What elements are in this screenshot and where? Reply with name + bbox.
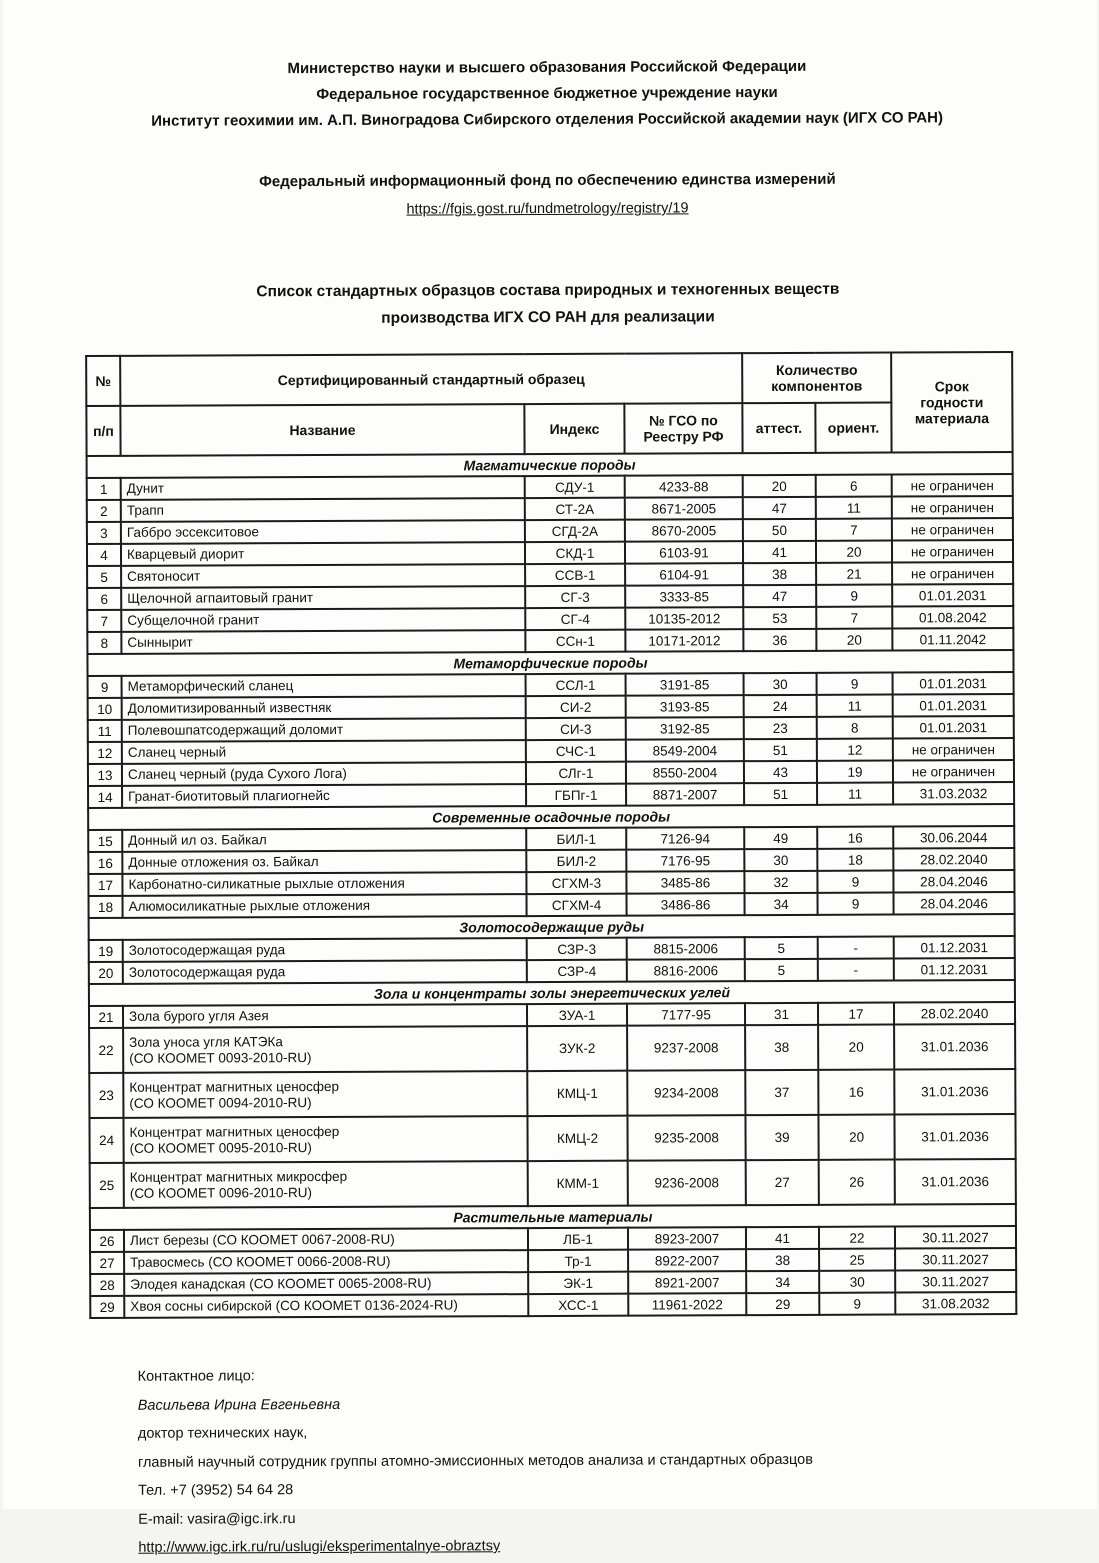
cell-expiry: не ограничен: [891, 474, 1012, 497]
cell-gso: 3193-85: [625, 695, 743, 718]
cell-attest: 34: [746, 1271, 819, 1293]
cell-index: БИЛ-2: [526, 850, 626, 872]
contact-phone: Тел. +7 (3952) 54 64 28: [137, 1482, 293, 1499]
cell-orient: 11: [817, 783, 893, 805]
standards-table: [85, 351, 1017, 1319]
cell-expiry: 28.02.2040: [893, 848, 1014, 871]
cell-expiry: не ограничен: [891, 540, 1012, 563]
cell-name: Габбро эссекситовое: [120, 520, 524, 544]
letterhead-line-1: Министерство науки и высшего образования Российской Федерации: [286, 57, 806, 78]
cell-orient: 22: [818, 1226, 894, 1248]
cell-index: ССЛ-1: [525, 674, 625, 696]
cell-name: Сланец черный: [121, 740, 525, 764]
header-oriented: ориент.: [815, 403, 891, 453]
cell-name: Концентрат магнитных микросфер (СО КООМЕТ 0096-2010-RU): [123, 1161, 527, 1208]
cell-expiry: не ограничен: [891, 496, 1012, 519]
cell-name: Донные отложения оз. Байкал: [122, 850, 526, 874]
document-title-line-2: производства ИГХ СО РАН для реализации: [380, 308, 715, 327]
cell-attest: 50: [742, 519, 815, 541]
cell-orient: -: [817, 959, 893, 981]
table-row: [89, 1024, 1015, 1073]
cell-gso: 3192-85: [625, 717, 743, 740]
cell-expiry: 01.01.2031: [892, 672, 1013, 695]
cell-attest: 38: [746, 1249, 819, 1271]
cell-expiry: 30.11.2027: [895, 1270, 1016, 1293]
cell-index: ЗУК-2: [527, 1026, 627, 1071]
fund-block: [0, 165, 1094, 226]
table-body: [86, 452, 1016, 1318]
cell-attest: 38: [743, 563, 816, 585]
cell-gso: 9236-2008: [627, 1160, 745, 1206]
cell-name: Трапп: [120, 498, 524, 522]
table-header: [86, 352, 1012, 456]
cell-name: Метаморфический сланец: [121, 674, 525, 698]
cell-num: 18: [88, 896, 122, 918]
cell-index: СГХМ-3: [526, 872, 626, 894]
cell-attest: 5: [744, 937, 817, 959]
cell-gso: 3486-86: [626, 893, 744, 916]
cell-num: 9: [87, 676, 121, 698]
cell-num: 16: [88, 852, 122, 874]
cell-orient: 21: [816, 563, 892, 585]
cell-num: 12: [87, 742, 121, 764]
cell-expiry: 28.04.2046: [893, 870, 1014, 893]
cell-attest: 49: [744, 827, 817, 849]
contact-email: E-mail: vasira@igc.irk.ru: [137, 1510, 296, 1528]
cell-expiry: не ограничен: [892, 738, 1013, 761]
cell-name: Зола бурого угля Азея: [122, 1004, 526, 1028]
cell-num: 20: [88, 962, 122, 984]
cell-orient: 8: [816, 717, 892, 739]
cell-orient: 6: [815, 475, 891, 497]
cell-attest: 5: [744, 959, 817, 981]
cell-index: СКД-1: [524, 542, 624, 564]
header-index: Индекс: [524, 404, 624, 454]
cell-orient: 30: [819, 1270, 895, 1292]
cell-expiry: 01.11.2042: [892, 628, 1013, 651]
cell-orient: 20: [818, 1115, 894, 1160]
cell-index: ГБПг-1: [526, 784, 626, 806]
cell-attest: 53: [743, 607, 816, 629]
cell-orient: 17: [817, 1003, 893, 1025]
section-title: Золотосодержащие руды: [88, 914, 1014, 940]
cell-num: 6: [87, 588, 121, 610]
letterhead-line-3: Институт геохимии им. А.П. Виноградова Сибирского отделения Российской академии наук (ИГХ СО РАН): [150, 109, 943, 130]
section-title: Магматические породы: [86, 452, 1012, 478]
cell-gso: 10171-2012: [625, 629, 743, 652]
cell-attest: 38: [745, 1025, 818, 1070]
cell-num: 27: [90, 1252, 124, 1274]
cell-gso: 7176-95: [626, 849, 744, 872]
cell-num: 2: [86, 500, 120, 522]
cell-orient: 25: [819, 1248, 895, 1270]
cell-orient: 9: [817, 871, 893, 893]
cell-name: Хвоя сосны сибирской (СО КООМЕТ 0136-2024-RU): [124, 1294, 528, 1318]
cell-gso: 8923-2007: [627, 1227, 745, 1250]
letterhead: [0, 0, 1094, 135]
cell-num: 4: [86, 544, 120, 566]
cell-index: КМЦ-2: [527, 1116, 627, 1161]
cell-expiry: не ограничен: [892, 562, 1013, 585]
cell-attest: 36: [743, 629, 816, 651]
cell-name: Концентрат магнитных ценосфер (СО КООМЕТ 0095-2010-RU): [123, 1116, 527, 1163]
cell-num: 19: [88, 940, 122, 962]
cell-orient: 16: [817, 827, 893, 849]
cell-expiry: не ограничен: [891, 518, 1012, 541]
cell-num: 26: [89, 1230, 123, 1252]
cell-index: ССВ-1: [525, 564, 625, 586]
section-title: Метаморфические породы: [87, 650, 1013, 676]
cell-index: СИ-3: [525, 718, 625, 740]
fund-registry-link[interactable]: https://fgis.gost.ru/fundmetrology/registry/19: [405, 200, 689, 218]
cell-name: Кварцевый диорит: [120, 542, 524, 566]
contact-position: главный научный сотрудник группы атомно-эмиссионных методов анализа и стандартных образцов: [137, 1451, 813, 1471]
cell-num: 22: [89, 1028, 123, 1073]
cell-orient: 11: [815, 497, 891, 519]
cell-name: Золотосодержащая руда: [122, 938, 526, 962]
cell-name: Субщелочной гранит: [121, 608, 525, 632]
cell-name: Концентрат магнитных ценосфер (СО КООМЕТ 0094-2010-RU): [123, 1071, 527, 1118]
header-components: Количество компонентов: [742, 353, 891, 404]
cell-index: КМЦ-1: [527, 1071, 627, 1116]
cell-gso: 3333-85: [625, 585, 743, 608]
cell-expiry: 30.06.2044: [893, 826, 1014, 849]
cell-gso: 4233-88: [624, 475, 742, 498]
cell-attest: 30: [744, 849, 817, 871]
cell-index: ХСС-1: [528, 1294, 628, 1316]
cell-expiry: 31.01.2036: [894, 1024, 1015, 1070]
contact-degree: доктор технических наук,: [137, 1425, 307, 1442]
cell-gso: 9234-2008: [627, 1070, 745, 1116]
cell-expiry: не ограничен: [892, 760, 1013, 783]
cell-attest: 37: [745, 1070, 818, 1115]
document-page: [3, 0, 1097, 1556]
cell-gso: 8550-2004: [625, 761, 743, 784]
cell-expiry: 01.12.2031: [893, 958, 1014, 981]
cell-index: СГ-3: [525, 586, 625, 608]
header-attested: аттест.: [742, 403, 815, 453]
cell-num: 28: [90, 1274, 124, 1296]
cell-num: 1: [86, 478, 120, 500]
table-row: [89, 1069, 1015, 1118]
cell-attest: 31: [744, 1003, 817, 1025]
cell-orient: 9: [816, 585, 892, 607]
contact-footer: [137, 1359, 1099, 1563]
cell-name: Святоносит: [121, 564, 525, 588]
cell-expiry: 31.01.2036: [894, 1159, 1015, 1205]
cell-expiry: 31.08.2032: [895, 1292, 1016, 1315]
cell-name: Донный ил оз. Байкал: [122, 828, 526, 852]
cell-expiry: 31.03.2032: [893, 782, 1014, 805]
cell-orient: 18: [817, 849, 893, 871]
header-certified-sample: Сертифицированный стандартный образец: [120, 353, 742, 406]
cell-attest: 39: [745, 1115, 818, 1160]
table-row: [89, 1114, 1015, 1163]
cell-attest: 29: [746, 1293, 819, 1315]
cell-name: Карбонатно-силикатные рыхлые отложения: [122, 872, 526, 896]
cell-index: СГ-4: [525, 608, 625, 630]
cell-attest: 43: [743, 761, 816, 783]
header-expiry: Срок годности материала: [891, 352, 1012, 453]
cell-num: 5: [87, 566, 121, 588]
cell-name: Алюмосиликатные рыхлые отложения: [122, 894, 526, 918]
cell-gso: 11961-2022: [628, 1293, 746, 1316]
cell-orient: 20: [818, 1025, 894, 1070]
cell-index: СЛг-1: [525, 762, 625, 784]
cell-orient: 16: [818, 1070, 894, 1115]
cell-gso: 3485-86: [626, 871, 744, 894]
cell-expiry: 31.01.2036: [894, 1069, 1015, 1115]
cell-orient: 26: [818, 1159, 894, 1204]
cell-index: ЛБ-1: [527, 1228, 627, 1250]
cell-expiry: 31.01.2036: [894, 1114, 1015, 1160]
cell-attest: 34: [744, 893, 817, 915]
cell-attest: 20: [742, 475, 815, 497]
cell-num: 13: [87, 764, 121, 786]
cell-name: Щелочной агпаитовый гранит: [121, 586, 525, 610]
cell-orient: 7: [816, 607, 892, 629]
cell-gso: 8670-2005: [624, 519, 742, 542]
cell-orient: 9: [819, 1292, 895, 1314]
cell-expiry: 01.08.2042: [892, 606, 1013, 629]
cell-name: Золотосодержащая руда: [122, 960, 526, 984]
contact-label: Контактное лицо:: [137, 1368, 255, 1385]
table-row: [89, 1159, 1015, 1208]
header-num-bottom: п/п: [86, 406, 120, 456]
cell-num: 8: [87, 632, 121, 654]
cell-gso: 7126-94: [626, 827, 744, 850]
cell-gso: 6104-91: [625, 563, 743, 586]
cell-expiry: 01.12.2031: [893, 936, 1014, 959]
cell-name: Зола уноса угля КАТЭКа (СО КООМЕТ 0093-2010-RU): [123, 1026, 527, 1073]
cell-expiry: 01.01.2031: [892, 584, 1013, 607]
cell-gso: 9235-2008: [627, 1115, 745, 1161]
cell-name: Травосмесь (СО КООМЕТ 0066-2008-RU): [124, 1250, 528, 1274]
cell-name: Сыннырит: [121, 630, 525, 654]
cell-name: Дунит: [120, 476, 524, 500]
cell-num: 21: [88, 1006, 122, 1028]
cell-orient: -: [817, 937, 893, 959]
cell-num: 7: [87, 610, 121, 632]
cell-name: Гранат-биотитовый плагиогнейс: [122, 784, 526, 808]
cell-expiry: 30.11.2027: [895, 1248, 1016, 1271]
cell-attest: 30: [743, 673, 816, 695]
cell-attest: 41: [745, 1227, 818, 1249]
cell-gso: 3191-85: [625, 673, 743, 696]
cell-gso: 8871-2007: [626, 783, 744, 806]
cell-index: БИЛ-1: [526, 828, 626, 850]
cell-index: СЗР-4: [526, 960, 626, 982]
fund-title: Федеральный информационный фонд по обеспечению единства измерений: [258, 170, 836, 191]
cell-index: СДУ-1: [524, 476, 624, 498]
cell-num: 3: [86, 522, 120, 544]
cell-gso: 7177-95: [626, 1003, 744, 1026]
cell-orient: 11: [816, 695, 892, 717]
cell-index: СИ-2: [525, 696, 625, 718]
cell-expiry: 01.01.2031: [892, 716, 1013, 739]
section-title: Зола и концентраты золы энергетических углей: [88, 980, 1014, 1006]
cell-gso: 8549-2004: [625, 739, 743, 762]
cell-expiry: 30.11.2027: [894, 1226, 1015, 1249]
cell-gso: 9237-2008: [627, 1025, 745, 1071]
cell-index: ЗУА-1: [526, 1004, 626, 1026]
cell-expiry: 28.04.2046: [893, 892, 1014, 915]
cell-gso: 8922-2007: [628, 1249, 746, 1272]
cell-orient: 9: [816, 673, 892, 695]
cell-num: 17: [88, 874, 122, 896]
cell-attest: 23: [743, 717, 816, 739]
section-title: Современные осадочные породы: [88, 804, 1014, 830]
cell-name: Лист березы (СО КООМЕТ 0067-2008-RU): [123, 1228, 527, 1252]
cell-expiry: 01.01.2031: [892, 694, 1013, 717]
cell-index: СГД-2А: [524, 520, 624, 542]
cell-index: СЗР-3: [526, 938, 626, 960]
cell-attest: 41: [742, 541, 815, 563]
cell-num: 10: [87, 698, 121, 720]
cell-attest: 47: [742, 497, 815, 519]
cell-num: 11: [87, 720, 121, 742]
cell-orient: 9: [817, 893, 893, 915]
cell-gso: 10135-2012: [625, 607, 743, 630]
cell-num: 23: [89, 1073, 123, 1118]
cell-num: 25: [89, 1163, 123, 1208]
document-title: [0, 275, 1094, 334]
cell-index: ЭК-1: [528, 1272, 628, 1294]
cell-attest: 27: [745, 1160, 818, 1205]
contact-website-link[interactable]: http://www.igc.irk.ru/ru/uslugi/eksperimentalnye-obraztsy: [137, 1538, 500, 1556]
cell-name: Полевошпатсодержащий доломит: [121, 718, 525, 742]
cell-num: 29: [90, 1296, 124, 1318]
cell-gso: 8921-2007: [628, 1271, 746, 1294]
cell-orient: 20: [815, 541, 891, 563]
table-row: [90, 1292, 1016, 1318]
cell-attest: 51: [744, 783, 817, 805]
cell-orient: 7: [815, 519, 891, 541]
header-name: Название: [120, 404, 524, 456]
cell-attest: 32: [744, 871, 817, 893]
cell-num: 15: [88, 830, 122, 852]
header-num-top: №: [86, 356, 120, 406]
cell-attest: 51: [743, 739, 816, 761]
cell-index: СГХМ-4: [526, 894, 626, 916]
section-title: Растительные материалы: [89, 1204, 1015, 1230]
header-gso-number: № ГСО по Реестру РФ: [624, 403, 742, 454]
cell-index: СЧС-1: [525, 740, 625, 762]
cell-orient: 12: [816, 739, 892, 761]
cell-orient: 20: [816, 629, 892, 651]
cell-expiry: 28.02.2040: [893, 1002, 1014, 1025]
cell-orient: 19: [816, 761, 892, 783]
cell-name: Сланец черный (руда Сухого Лога): [121, 762, 525, 786]
cell-gso: 6103-91: [624, 541, 742, 564]
cell-index: СТ-2А: [524, 498, 624, 520]
document-title-line-1: Список стандартных образцов состава природных и техногенных веществ: [255, 280, 839, 301]
cell-name: Доломитизированный известняк: [121, 696, 525, 720]
cell-gso: 8816-2006: [626, 959, 744, 982]
cell-num: 14: [88, 786, 122, 808]
cell-index: Тр-1: [528, 1250, 628, 1272]
cell-attest: 24: [743, 695, 816, 717]
cell-gso: 8671-2005: [624, 497, 742, 520]
cell-index: КММ-1: [527, 1161, 627, 1206]
cell-name: Элодея канадская (СО КООМЕТ 0065-2008-RU): [124, 1272, 528, 1296]
cell-attest: 47: [743, 585, 816, 607]
cell-num: 24: [89, 1118, 123, 1163]
contact-name: Васильева Ирина Евгеньевна: [137, 1396, 340, 1414]
letterhead-line-2: Федеральное государственное бюджетное учреждение науки: [315, 84, 778, 104]
cell-gso: 8815-2006: [626, 937, 744, 960]
cell-index: ССн-1: [525, 630, 625, 652]
